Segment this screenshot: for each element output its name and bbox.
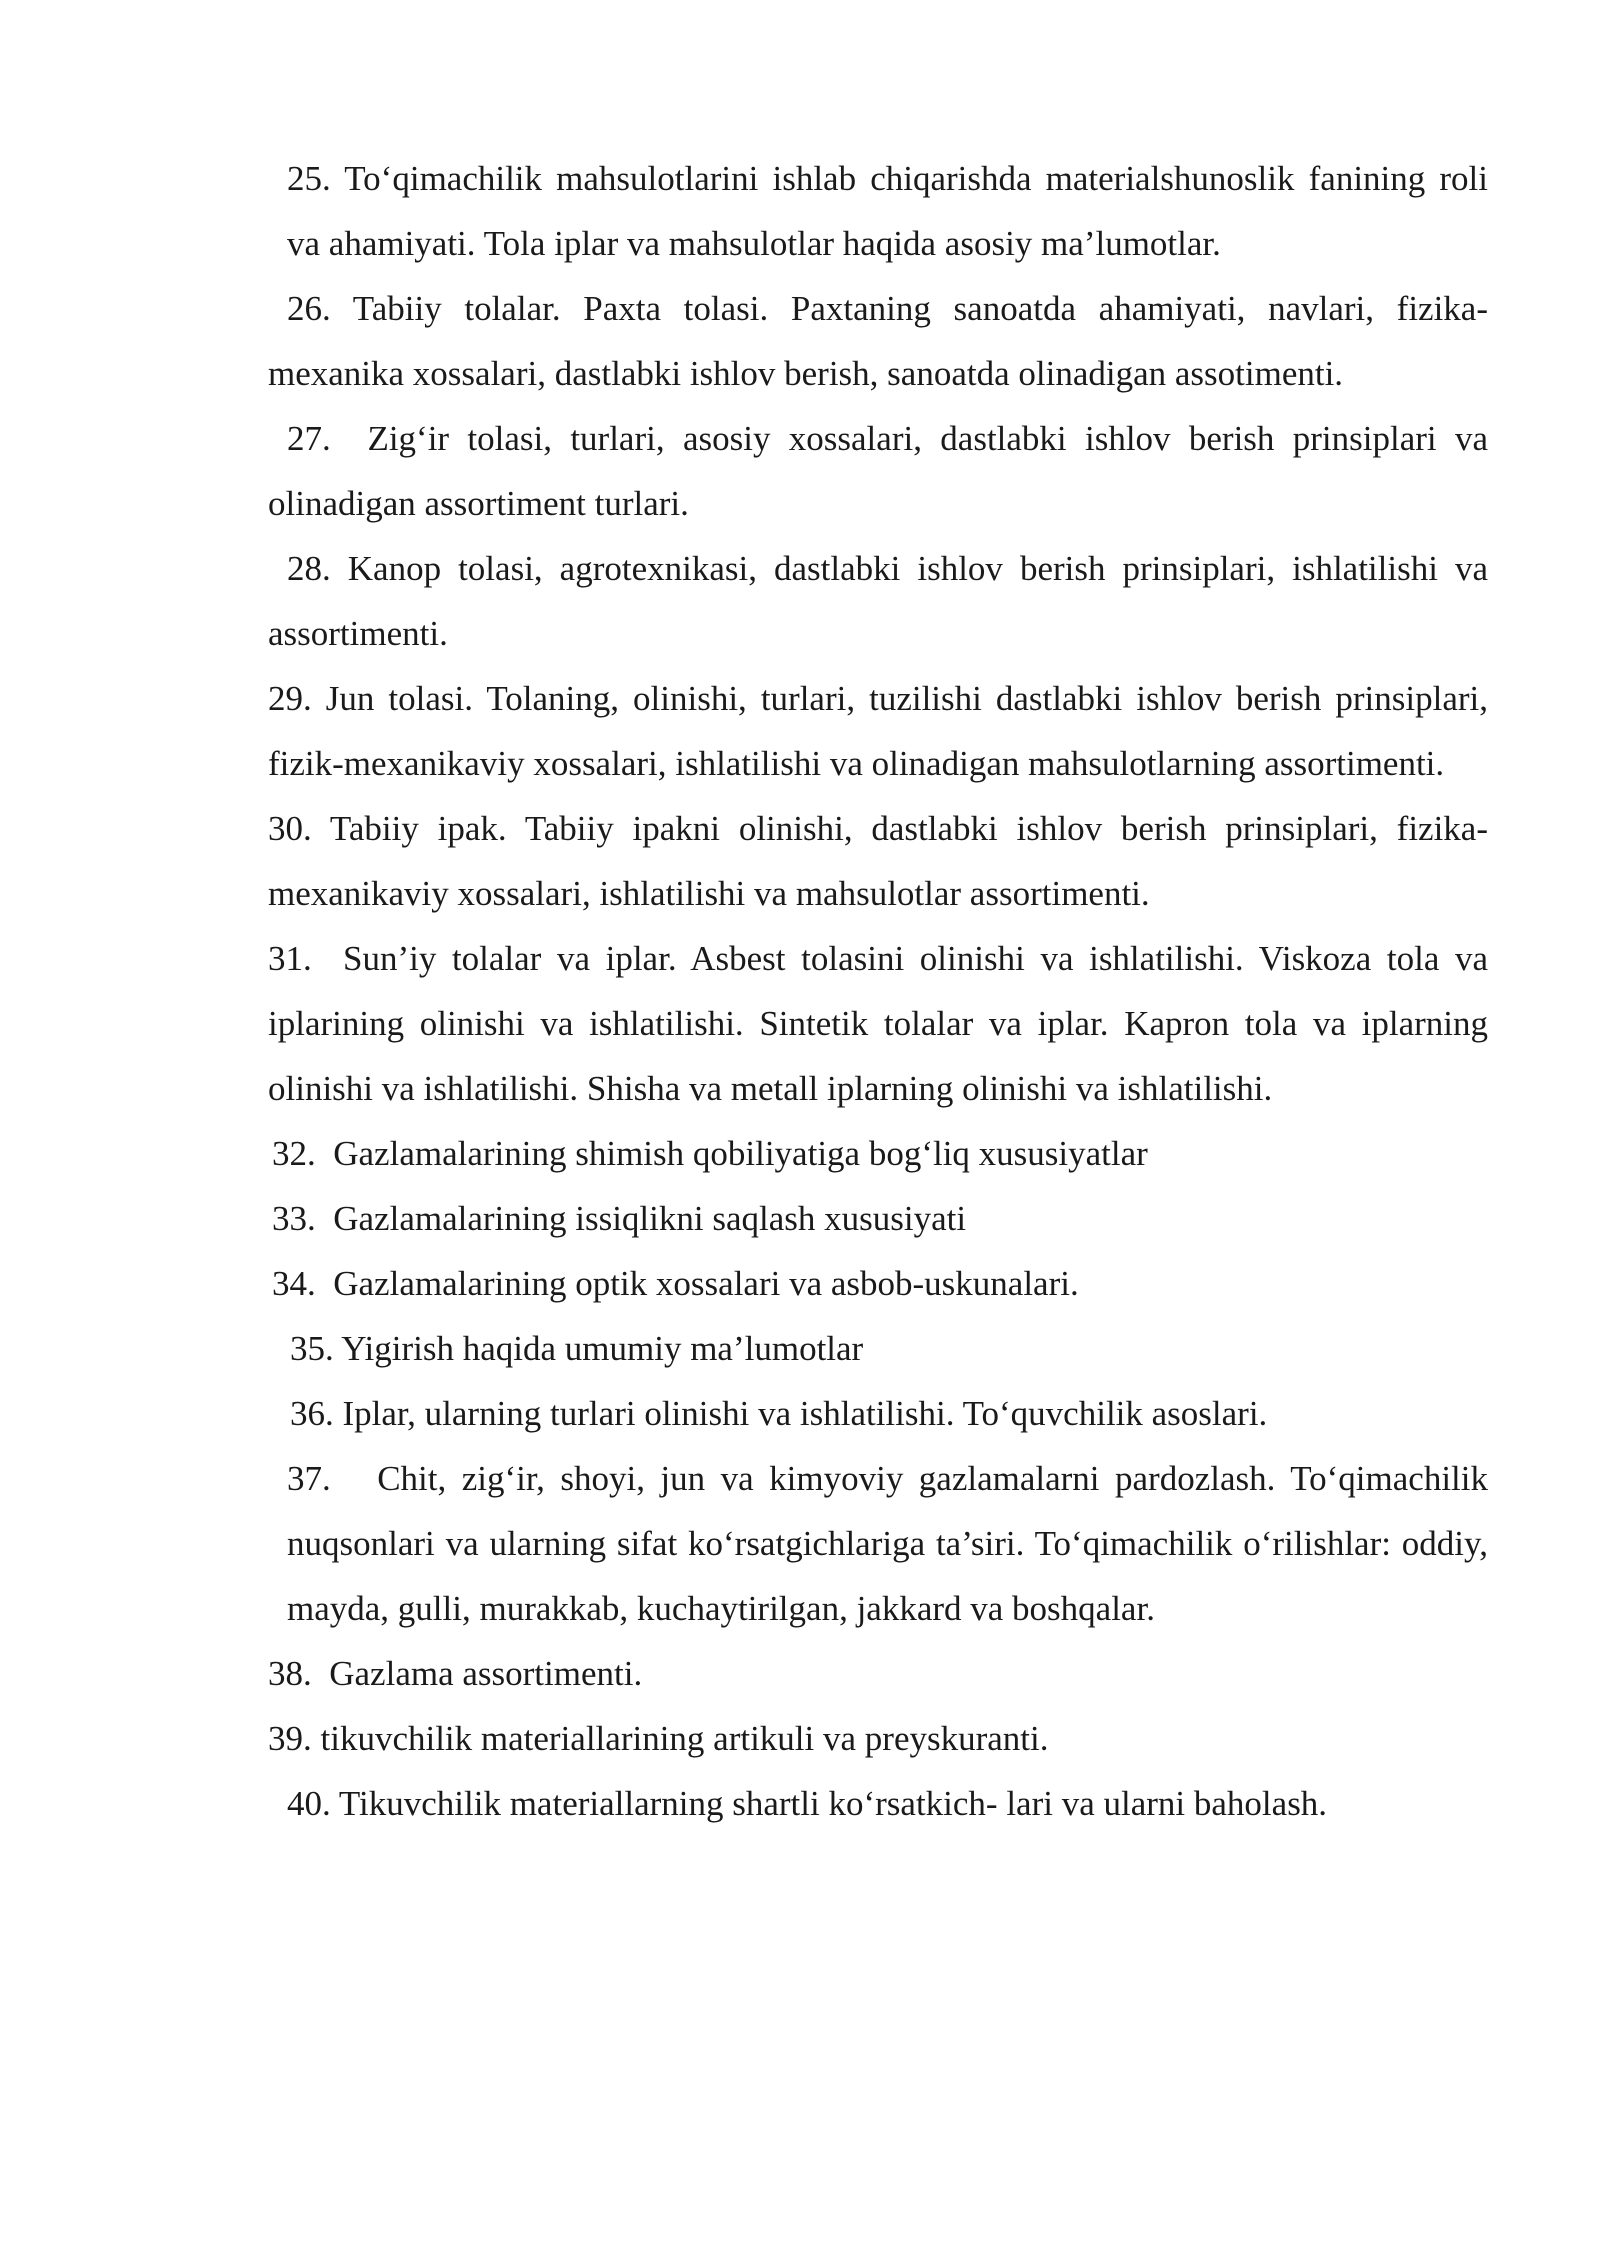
item-number: 38. (268, 1654, 312, 1693)
list-item-38 (268, 1641, 1488, 1706)
item-text: Gazlamalarining shimish qobiliyatiga bog‘liq xususiyatlar (333, 1134, 1148, 1173)
list-item-27 (268, 406, 1488, 536)
list-item-40 (268, 1771, 1488, 1836)
item-text: Gazlamalarining optik xossalari va asbob-uskunalari. (333, 1264, 1079, 1303)
item-number: 36. (290, 1394, 334, 1433)
item-text: Iplar, ularning turlari olinishi va ishlatilishi. To‘quvchilik asoslari. (342, 1394, 1268, 1433)
item-text: tikuvchilik materiallarining artikuli va preyskuranti. (320, 1719, 1049, 1758)
list-item-29 (268, 666, 1488, 796)
item-text: Chit, zig‘ir, shoyi, jun va kimyoviy gazlamalarni pardozlash. To‘qimachilik nuqsonlari va ularning sifat ko‘rsatgichlariga ta’siri. To‘qimachilik o‘rilishlar: oddiy, mayda, gulli, murakkab, kuchaytirilgan, jakkard va boshqalar. (287, 1459, 1488, 1628)
item-number: 30. (268, 809, 312, 848)
item-text: To‘qimachilik mahsulotlarini ishlab chiqarishda materialshunoslik fanining roli va ahamiyati. Tola iplar va mahsulotlar haqida asosiy ma’lumotlar. (287, 159, 1488, 263)
item-text: Yigirish haqida umumiy ma’lumotlar (341, 1329, 864, 1368)
list-item-30 (268, 796, 1488, 926)
item-number: 28. (287, 549, 331, 588)
list-item-39 (268, 1706, 1488, 1771)
item-number: 25. (287, 159, 331, 198)
list-item-28 (268, 536, 1488, 666)
list-item-36 (268, 1381, 1488, 1446)
item-text: Gazlama assortimenti. (329, 1654, 643, 1693)
item-number: 35. (290, 1329, 334, 1368)
list-item-26 (268, 276, 1488, 406)
list-item-25 (268, 146, 1488, 276)
item-text: Tikuvchilik materiallarning shartli ko‘rsatkich- lari va ularni baholash. (338, 1784, 1328, 1823)
item-text: Jun tolasi. Tolaning, olinishi, turlari, tuzilishi dastlabki ishlov berish prinsiplari, fizik-mexanikaviy xossalari, ishlatilishi va olinadigan mahsulotlarning assortimenti. (268, 679, 1489, 783)
item-text: Tabiiy ipak. Tabiiy ipakni olinishi, dastlabki ishlov berish prinsiplari, fizika-mexanikaviy xossalari, ishlatilishi va mahsulotlar assortimenti. (268, 809, 1488, 913)
item-number: 33. (272, 1199, 316, 1238)
list-item-33 (268, 1186, 1488, 1251)
item-text: Sun’iy tolalar va iplar. Asbest tolasini olinishi va ishlatilishi. Viskoza tola va iplarining olinishi va ishlatilishi. Sintetik tolalar va iplar. Kapron tola va iplarning olinishi va ishlatilishi. Shisha va metall iplarning olinishi va ishlatilishi. (268, 939, 1489, 1108)
item-text: Gazlamalarining issiqlikni saqlash xususiyati (333, 1199, 967, 1238)
item-number: 37. (287, 1459, 331, 1498)
item-number: 40. (287, 1784, 331, 1823)
item-number: 34. (272, 1264, 316, 1303)
item-number: 39. (268, 1719, 312, 1758)
item-number: 32. (272, 1134, 316, 1173)
item-text: Tabiiy tolalar. Paxta tolasi. Paxtaning sanoatda ahamiyati, navlari, fizika-mexanika xossalari, dastlabki ishlov berish, sanoatda olinadigan assotimenti. (268, 289, 1488, 393)
list-item-32 (268, 1121, 1488, 1186)
item-text: Zig‘ir tolasi, turlari, asosiy xossalari, dastlabki ishlov berish prinsiplari va olinadigan assortiment turlari. (268, 419, 1489, 523)
item-number: 31. (268, 939, 312, 978)
list-item-31 (268, 926, 1488, 1121)
item-number: 29. (268, 679, 312, 718)
list-item-37 (268, 1446, 1488, 1641)
item-text: Kanop tolasi, agrotexnikasi, dastlabki ishlov berish prinsiplari, ishlatilishi va assortimenti. (268, 549, 1488, 653)
item-number: 27. (287, 419, 331, 458)
list-item-35 (268, 1316, 1488, 1381)
list-item-34 (268, 1251, 1488, 1316)
item-number: 26. (287, 289, 331, 328)
numbered-list (268, 146, 1488, 1836)
